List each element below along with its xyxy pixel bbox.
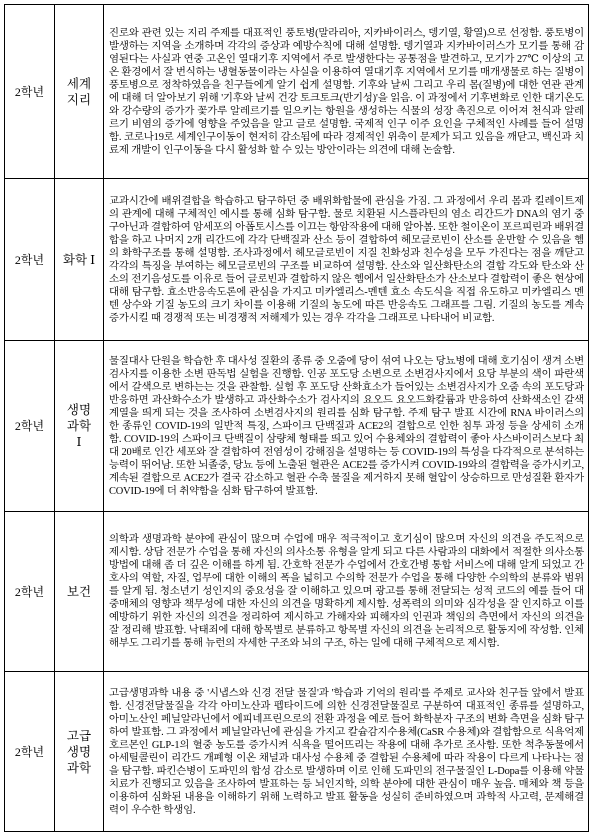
grade-label: 2학년 bbox=[14, 419, 45, 433]
notes-text: 교과시간에 배위결합을 학습하고 탐구하던 중 배위화합물에 관심을 가짐. 그 과정에서 우리 몸과 킬레이트제의 관계에 대해 구체적인 예시를 통해 심화 탐구함. 물로 치환된 시스플라틴의 염소 리간드가 DNA의 염기 중 구아닌과 결합하여 암세포의 아폽토시스를 이끄는 항암작용에 대해 알아봄. 또한 철이온이 포르피린과 배위결합을 하고 나머지 2개 리간드에 각각 단백질과 산소 등이 결합하여 헤모글로빈이 산소를 운반할 수 있음을 헴의 화학구조를 통해 설명함. 조사과정에서 헤모글로빈이 지질 친화성과 친수성을 모두 가진다는 점을 깨닫고 각각의 특징을 부여하는 헤모글로빈의 구조를 비교하여 설명함. 산소와 일산화탄소의 결합 각도와 탄소와 산소의 전기음성도를 이유로 들어 글로빈과 결합하지 않은 헴에서 일산화탄소가 산소보다 결합력이 좋은 현상에 대해 탐구함. 효소반응속도론에 관심을 가지고 미카엘리스-멘텐 효소 속도식을 직접 유도하고 미카엘리스 멘텐 상수와 기질 농도의 크기 차이를 이용해 기질의 농도에 따른 반응속도 그래프를 그림. 기질의 농도를 계속 증가시킬 때 경쟁적 또는 비경쟁적 저해제가 있는 경우 각각을 그래프로 나타내어 비교함. bbox=[109, 195, 584, 324]
notes-text: 의학과 생명과학 분야에 관심이 많으며 수업에 매우 적극적이고 호기심이 많으며 자신의 의견을 주도적으로 제시함. 상담 전문가 수업을 통해 자신의 의사소통 유형을 알게 되고 다른 사람과의 대화에서 적절한 의사소통 방법에 대해 좀 더 깊은 이해를 하게 됨. 간호학 전문가 수업에서 간호간병 통합 서비스에 대해 알게 되었고 간호사의 역할, 자질, 업무에 대한 이해의 폭을 넓히고 수의학 전문가 수업을 통해 다양한 수의학의 분류와 범위를 알게 됨. 청소년기 성인지의 중요성을 잘 이해하고 있으며 광고를 통해 전달되는 성적 코드의 예를 들어 대중매체의 영향과 책무성에 대한 자신의 의견을 명확하게 제시함. 성폭력의 의미와 심각성을 잘 인지하고 이를 예방하기 위한 자신의 의견을 정리하여 제시하고 가해자와 피해자의 인권과 책임의 측면에서 자신의 의견을 잘 정리해 발표함. 낙태죄에 대해 항목별로 분류하고 항목별 자신의 의견을 논리적으로 활동지에 작성함. 인체 해부도 그리기를 통해 뉴런의 자세한 구조와 뇌의 구조, 하는 일에 대해 구체적으로 제시함. bbox=[109, 534, 584, 649]
subject-cell bbox=[55, 672, 104, 831]
subject-label: 보건 bbox=[66, 584, 92, 599]
subject-cell bbox=[55, 341, 104, 511]
notes-cell bbox=[104, 672, 588, 831]
record-row bbox=[5, 341, 588, 512]
grade-cell bbox=[5, 672, 55, 831]
record-row bbox=[5, 512, 588, 672]
grade-label: 2학년 bbox=[14, 84, 45, 99]
grade-cell bbox=[5, 5, 55, 178]
notes-text: 고급생명과학 내용 중 '시냅스와 신경 전달 물질'과 '학습과 기억의 원리'를 주제로 교사와 친구들 앞에서 발표함. 신경전달물질을 각각 아미노산과 펩타이드에 의한 신경전달물질로 구분하여 대표적인 종류를 설명하고, 아미노산인 페닐알라닌에서 에피네프린으로의 전환 과정을 예로 들어 화학분자 구조의 변화 측면을 심화 탐구하여 발표함. 그 과정에서 페닐알라닌에 관심을 가지고 칼슘감지수용체(CaSR 수용체)와 결합함으로 식욕억제 호르몬인 GLP-1의 혈중 농도를 증가시켜 식욕을 떨어뜨리는 작용에 대해 추가로 조사함. 또한 척추동물에서 아세틸콜린이 리간드 개폐형 이온 채널과 대사성 수용체 중 결합된 수용체에 따라 작용이 다르게 나타나는 점을 탐구함. 파킨슨병이 도파민의 합성 감소로 발생하며 이로 인해 도파민의 전구물질인 L-Dopa를 이용해 약물치료가 진행되고 있음을 조사하여 발표하는 등 뇌인지학, 의학 분야에 대한 관심이 매우 높음. 매체와 책 등을 이용하여 심화된 내용을 이해하기 위해 노력하고 발표 활동을 성실히 준비하였으며 과학적 사고력, 문제해결력이 우수한 학생임. bbox=[109, 687, 584, 816]
subject-cell bbox=[55, 512, 104, 671]
grade-label: 2학년 bbox=[14, 252, 45, 267]
grade-cell bbox=[5, 341, 55, 511]
notes-cell bbox=[104, 512, 588, 671]
subject-cell bbox=[55, 5, 104, 178]
grade-label: 2학년 bbox=[14, 584, 45, 599]
notes-cell bbox=[104, 5, 588, 178]
grade-label: 2학년 bbox=[14, 744, 45, 759]
record-row bbox=[5, 672, 588, 831]
subject-label: 생명과학 Ⅰ bbox=[66, 403, 92, 449]
subject-label: 고급생명과학 bbox=[66, 728, 92, 775]
notes-cell bbox=[104, 341, 588, 511]
notes-cell bbox=[104, 179, 588, 340]
subject-cell bbox=[55, 179, 104, 340]
grade-cell bbox=[5, 512, 55, 671]
subject-label: 세계지리 bbox=[66, 76, 92, 107]
grade-cell bbox=[5, 179, 55, 340]
record-table bbox=[4, 4, 589, 832]
record-row bbox=[5, 179, 588, 341]
record-row bbox=[5, 5, 588, 179]
subject-label: 화학 Ⅰ bbox=[62, 252, 96, 267]
notes-text: 진로와 관련 있는 지리 주제를 대표적인 풍토병(말라리아, 지카바이러스, 뎅기열, 황열)으로 선정함. 풍토병이 발생하는 지역을 소개하며 각각의 증상과 예방수칙에 대해 설명함. 뎅기열과 지카바이러스가 모기를 통해 감염된다는 사실과 연중 고온인 열대기후 지역에서 주로 발생한다는 공통점을 발견하고, 모기가 27℃ 이상의 고온 환경에서 잘 번식하는 냉혈동물이라는 사실을 이용하여 열대기후 지역에서 모기를 매개생물로 하는 질병이 풍토병으로 정착하였음을 친구들에게 알기 쉽게 설명함. 기후와 날씨 그리고 우리 몸(질병)에 대한 연관 관계에 대해 더 알아보기 위해 '기후와 날씨 건강 토크토크(반기성)'을 읽음. 이 과정에서 기후변화로 인한 대기온도와 강수량의 증가가 꽃가루 알레르기를 일으키는 항원을 생성하는 식물의 성장 촉진으로 이어져 천식과 알레르기 비염의 증가에 영향을 주었음을 알고 글로 설명함. 국제적 인구 이주 요인을 구체적인 사례를 들어 설명함. 코로나19로 세계인구이동이 현저히 감소됨에 따라 경제적인 위축이 문제가 되고 있음을 깨닫고, 백신과 치료제 개발이 인구이동을 다시 활성화 할 수 있는 방안이라는 의견에 대해 논술함. bbox=[109, 27, 584, 156]
notes-text: 물질대사 단원을 학습한 후 대사성 질환의 종류 중 오줌에 당이 섞여 나오는 당뇨병에 대해 호기심이 생겨 소변검사지를 이용한 소변 판독법 실험을 진행함. 인공 포도당 소변으로 소변검사지에서 요당 부분의 색이 파란색에서 갈색으로 변하는는 것을 관찰함. 실험 후 포도당 산화효소가 들어있는 소변검사지가 오줌 속의 포도당과 반응하면 과산화수소가 발생하고 과산화수소가 검사지의 요오드 요오드화칼륨과 반응하여 산화색소인 갈색계열을 띄게 되는 것을 조사하여 소변검사지의 원리를 심화 탐구함. 주제 탐구 발표 시간에 RNA 바이러스의 한 종류인 COVID-19의 일반적 특징, 스파이크 단백질과 ACE2의 결합으로 인한 침투 과정 등을 상세히 소개함. COVID-19의 스파이크 단백질이 삼량체 형태를 띄고 있어 수용체와의 결합력이 좋아 사스바이러스보다 최대 20배로 인간 세포와 잘 결합하여 전염성이 강해짐을 설명하는 등 COVID-19의 특성을 다각적으로 분석하는 능력이 뛰어남. 또한 뇌졸중, 당뇨 등에 노출된 혈관은 ACE2를 증가시켜 COVID-19와의 결합력을 증가시키고, 계속된 결합으로 ACE2가 결국 감소하고 혈관 수축 물질을 제거하지 못해 혈압이 상승하므로 만성질환 환자가 COVID-19에 더 취약함을 심화 탐구하여 발표함. bbox=[109, 355, 584, 497]
